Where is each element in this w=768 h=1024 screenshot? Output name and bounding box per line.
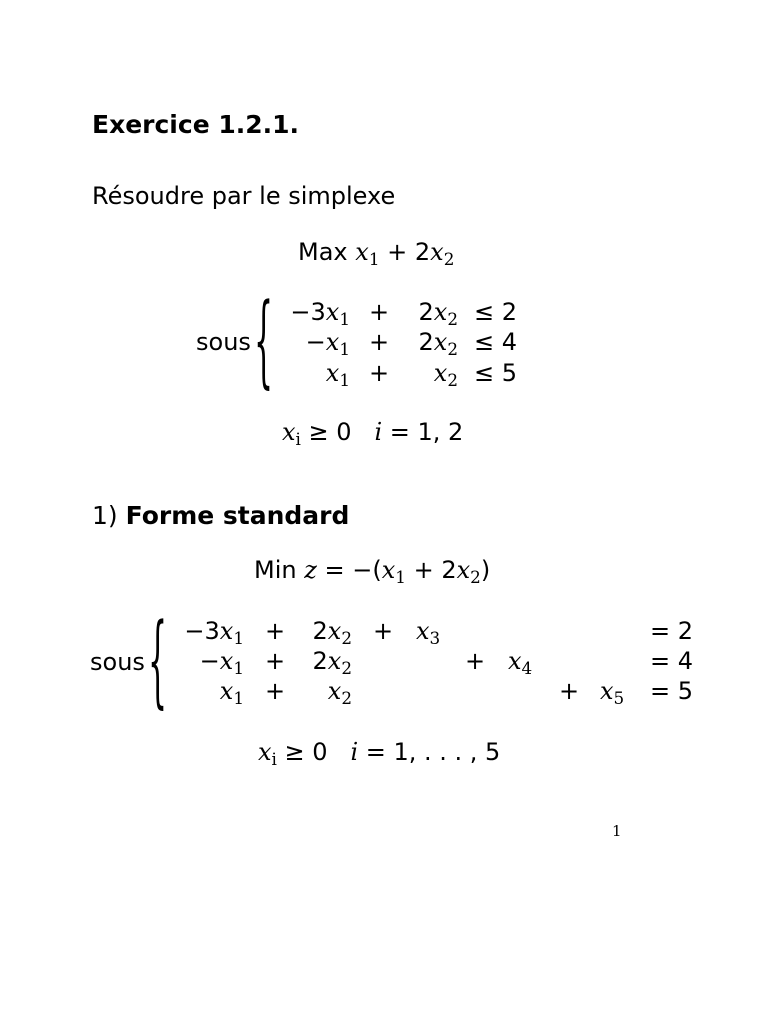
system2-row2-rhs: = 4 (650, 647, 694, 675)
section-title: Forme standard (125, 501, 350, 530)
system2-row1-op2: + (372, 617, 394, 645)
section-number: 1) (92, 501, 118, 530)
constraint2: $x_i \ge 0$ i = 1, . . . , 5 (258, 738, 501, 770)
objective2-keyword: Min (254, 556, 297, 584)
system1-row1-a: $-3x_1$ (290, 298, 350, 330)
exercise-title: Exercice 1.2.1. (92, 110, 300, 139)
objective-min (254, 556, 491, 588)
system2-row3-e: $x_5$ (600, 677, 625, 709)
system1-row1-op: + (368, 298, 390, 326)
system2-row3-a: $x_1$ (219, 677, 244, 709)
system2-label: sous (90, 648, 145, 676)
system2-row1-op1: + (264, 617, 286, 645)
system1-row3-rel: ≤ 5 (474, 359, 518, 387)
system1-row2-a: $-x_1$ (305, 328, 350, 360)
system2-row1-rhs: = 2 (650, 617, 694, 645)
objective-expression: $x_1 + 2x_2$ (355, 238, 455, 270)
system2-row3-op1: + (264, 677, 286, 705)
system2-row1-c: $x_3$ (416, 617, 441, 649)
system1-row3-b: $x_2$ (433, 359, 458, 391)
system2-row1-a: $-3x_1$ (184, 617, 244, 649)
system1-row3-a: $x_1$ (325, 359, 350, 391)
objective-max (298, 238, 455, 270)
system2-row2-b: $2x_2$ (312, 647, 352, 679)
system2-row2-op3: + (464, 647, 486, 675)
system2-row2-op1: + (264, 647, 286, 675)
system1-row3-op: + (368, 359, 390, 387)
objective2-expression: $z = -(x_1 + 2x_2)$ (304, 556, 491, 588)
constraint1: $x_i \ge 0$ i = 1, 2 (282, 418, 464, 450)
system2-row2-a: $-x_1$ (199, 647, 244, 679)
system1-row1-b: $2x_2$ (418, 298, 458, 330)
intro-text: Résoudre par le simplexe (92, 182, 396, 210)
page-number: 1 (612, 822, 622, 840)
section-heading (92, 501, 349, 530)
system1-row2-op: + (368, 328, 390, 356)
objective-keyword: Max (298, 238, 348, 266)
system1-row2-rel: ≤ 4 (474, 328, 518, 356)
system2-row3-op4: + (558, 677, 580, 705)
system1-label: sous (196, 328, 251, 356)
system2-row3-b: $x_2$ (327, 677, 352, 709)
system2-row2-d: $x_4$ (508, 647, 533, 679)
system1-row2-b: $2x_2$ (418, 328, 458, 360)
system1-row1-rel: ≤ 2 (474, 298, 518, 326)
system1-brace: { (254, 283, 274, 402)
system2-row3-rhs: = 5 (650, 677, 694, 705)
system2-row1-b: $2x_2$ (312, 617, 352, 649)
system2-brace: { (148, 603, 168, 722)
